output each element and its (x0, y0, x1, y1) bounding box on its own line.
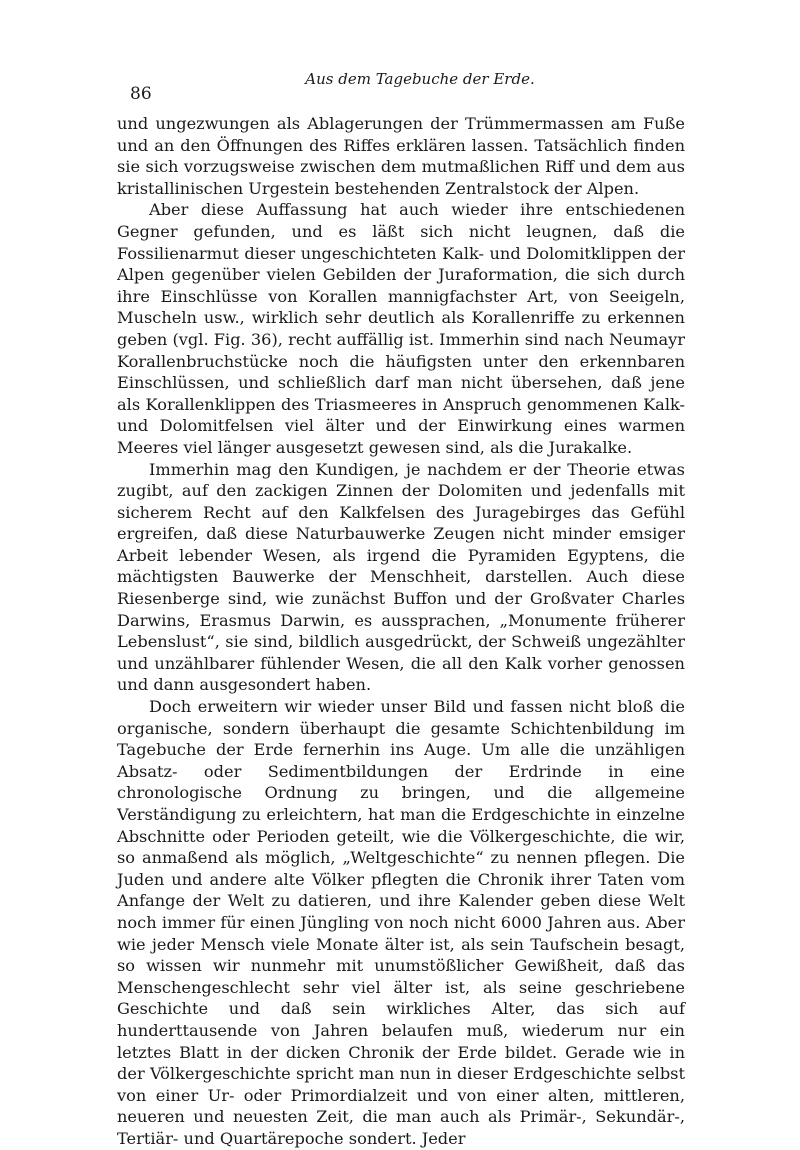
running-title: Aus dem Tagebuche der Erde. (305, 70, 535, 88)
paragraph-3: Immerhin mag den Kundigen, je nachdem er der Theorie etwas zugibt, auf den zackigen Zinnen der Dolomiten und jedenfalls mit sicherem Recht auf den Kalkfelsen des Juragebirges das Gefühl ergreifen, daß diese Naturbauwerke Zeugen nicht minder emsiger Arbeit lebender Wesen, als irgend die Pyramiden Egyptens, die mächtigsten Bauwerke der Menschheit, darstellen. Auch diese Riesenberge sind, wie zunächst Buffon und der Großvater Charles Darwins, Erasmus Darwin, es aussprachen, „Monumente früherer Lebenslust“, sie sind, bildlich ausgedrückt, der Schweiß ungezählter und unzählbarer fühlender Wesen, die all den Kalk vorher genossen und dann ausgesondert haben. (117, 459, 685, 695)
page-number: 86 (130, 84, 152, 104)
paragraph-1: und ungezwungen als Ablagerungen der Trümmermassen am Fuße und an den Öffnungen des Riffes erklären lassen. Tatsächlich finden sie sich vorzugsweise zwischen dem mutmaßlichen Riff und dem aus kristallinischen Urgestein bestehenden Zentralstock der Alpen. (117, 114, 685, 198)
paragraph-2: Aber diese Auffassung hat auch wieder ihre entschiedenen Gegner gefunden, und es läßt sich nicht leugnen, daß die Fossilienarmut dieser ungeschichteten Kalk- und Dolomitklippen der Alpen gegenüber vielen Gebilden der Juraformation, die sich durch ihre Einschlüsse von Korallen mannigfachster Art, von Seeigeln, Muscheln usw., wirklich sehr deutlich als Korallenriffe zu erkennen geben (vgl. Fig. 36), recht auffällig ist. Immerhin sind nach Neumayr Korallenbruchstücke noch die häufigsten unter den erkennbaren Einschlüssen, und schließlich darf man nicht übersehen, daß jene als Korallenklippen des Triasmeeres in Anspruch genommenen Kalk- und Dolomitfelsen viel älter und der Einwirkung eines warmen Meeres viel länger ausgesetzt gewesen sind, als die Jurakalke. (117, 200, 685, 457)
body-text (117, 113, 685, 1150)
paragraph-4: Doch erweitern wir wieder unser Bild und fassen nicht bloß die organische, sondern überhaupt die gesamte Schichtenbildung im Tagebuche der Erde fernerhin ins Auge. Um alle die unzähligen Absatz- oder Sedimentbildungen der Erdrinde in eine chronologische Ordnung zu bringen, und die allgemeine Verständigung zu erleichtern, hat man die Erdgeschichte in einzelne Abschnitte oder Perioden geteilt, wie die Völkergeschichte, die wir, so anmaßend als möglich, „Weltgeschichte“ zu nennen pflegen. Die Juden und andere alte Völker pflegten die Chronik ihrer Taten vom Anfange der Welt zu datieren, und ihre Kalender geben diese Welt noch immer für einen Jüngling von noch nicht 6000 Jahren aus. Aber wie jeder Mensch viele Monate älter ist, als sein Taufschein besagt, so wissen wir nunmehr mit unumstößlicher Gewißheit, daß das Menschengeschlecht sehr viel älter ist, als seine geschriebene Geschichte und daß sein wirkliches Alter, das sich auf hunderttausende von Jahren belaufen muß, wiederum nur ein letztes Blatt in der dicken Chronik der Erde bildet. Gerade wie in der Völkergeschichte spricht man nun in dieser Erdgeschichte selbst von einer Ur- oder Primordialzeit und von einer alten, mittleren, neueren und neuesten Zeit, die man auch als Primär-, Sekundär-, Tertiär- und Quartärepoche sondert. Jeder (117, 697, 685, 1148)
